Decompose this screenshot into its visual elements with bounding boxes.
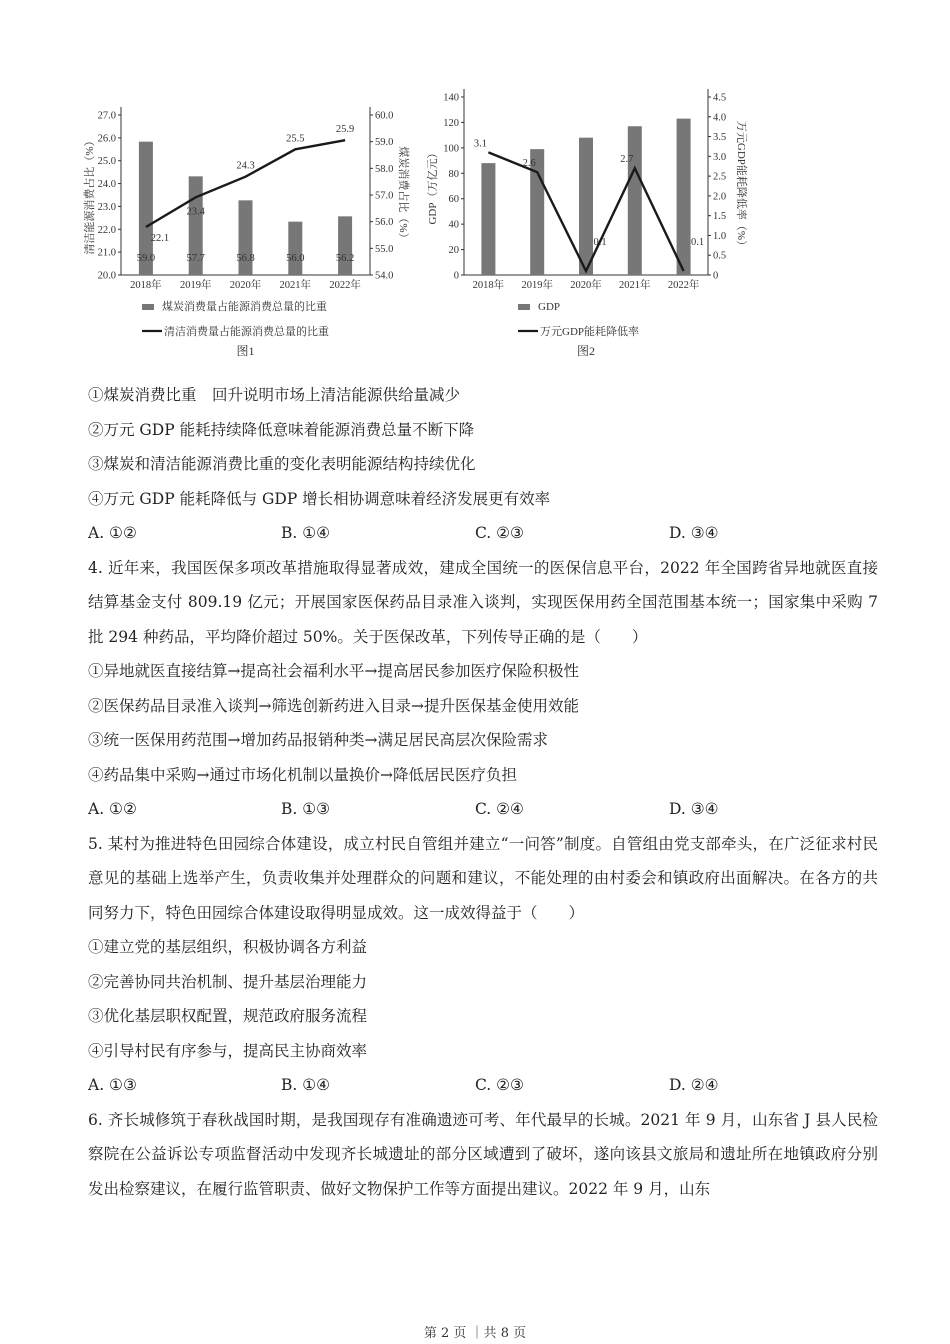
left-tick-label: 20 (448, 245, 459, 257)
q4-item-4: ④药品集中采购→通过市场化机制以量换价→降低居民医疗负担 (88, 765, 517, 784)
right-tick-label: 56.0 (375, 217, 394, 229)
x-tick-label: 2018年 (472, 280, 505, 291)
left-tick-label: 40 (448, 219, 459, 231)
right-axis-title: 煤炭消费占比（%） (397, 146, 409, 244)
x-tick-label: 2019年 (521, 280, 553, 291)
q5-item-2: ②完善协同共治机制、提升基层治理能力 (88, 972, 368, 991)
line-value-label: 0.1 (593, 237, 607, 249)
q5-options (88, 1068, 878, 1103)
q4-option-c[interactable]: C. ②④ (475, 800, 524, 818)
q4-options (88, 792, 878, 827)
q5-option-b[interactable]: B. ①④ (281, 1076, 331, 1094)
left-tick-label: 80 (448, 168, 459, 180)
right-tick-label: 60.0 (375, 110, 394, 122)
x-tick-label: 2021年 (279, 280, 312, 291)
q3-item-1: ①煤炭消费比重 回升说明市场上清洁能源供给量减少 (88, 386, 461, 404)
q4-option-d[interactable]: D. ③④ (669, 800, 719, 818)
left-tick-label: 120 (443, 117, 459, 129)
line-value-label: 2.7 (620, 154, 634, 166)
left-tick-label: 21.0 (97, 247, 116, 259)
q5-option-a[interactable]: A. ①③ (88, 1076, 137, 1094)
right-tick-label: 57.0 (375, 190, 394, 202)
x-tick-label: 2018年 (130, 280, 162, 291)
q4-option-b[interactable]: B. ①③ (281, 800, 331, 818)
q5-option-c[interactable]: C. ②③ (475, 1076, 524, 1094)
q5-item-3: ③优化基层职权配置，规范政府服务流程 (88, 1007, 368, 1025)
right-tick-label: 58.0 (375, 163, 394, 175)
bar-value-label: 56.2 (335, 253, 355, 264)
bar (677, 119, 691, 275)
left-tick-label: 23.0 (97, 201, 116, 213)
legend-bar-swatch (142, 304, 154, 310)
q3-options (88, 516, 878, 551)
q5-option-d[interactable]: D. ②④ (669, 1076, 719, 1094)
right-tick-label: 3.0 (713, 151, 727, 163)
left-tick-label: 20.0 (97, 270, 116, 282)
q3-option-d[interactable]: D. ③④ (669, 524, 719, 542)
line-value-label: 0.1 (691, 237, 705, 249)
left-tick-label: 100 (443, 143, 459, 155)
bar (335, 216, 355, 275)
q3-option-b[interactable]: B. ①④ (281, 524, 331, 542)
left-tick-label: 27.0 (97, 110, 116, 122)
x-tick-label: 2020年 (570, 280, 602, 291)
line-value-label: 25.5 (286, 133, 305, 145)
left-tick-label: 140 (443, 92, 459, 104)
x-tick-label: 2020年 (229, 280, 262, 291)
left-axis-title: GDP（万亿元） (427, 147, 439, 225)
page-footer: 第 2 页 ｜共 8 页 (423, 1326, 527, 1341)
q3-option-c[interactable]: C. ②③ (475, 524, 524, 542)
right-tick-label: 4.0 (713, 112, 727, 124)
left-tick-label: 22.0 (97, 224, 116, 236)
left-tick-label: 24.0 (97, 179, 116, 191)
right-tick-label: 0 (713, 270, 719, 282)
q4-option-a[interactable]: A. ①② (88, 800, 137, 818)
right-tick-label: 1.0 (713, 230, 727, 242)
left-tick-label: 26.0 (97, 133, 116, 145)
legend-bar-swatch (518, 304, 530, 310)
legend-bar-label: GDP (538, 301, 561, 313)
chart-figure-1 (60, 68, 409, 368)
legend-line-label: 清洁消费量占能源消费总量的比重 (164, 326, 329, 338)
legend-line-label: 万元GDP能耗降低率 (540, 326, 640, 338)
q6-stem: 6. 齐长城修筑于春秋战国时期，是我国现存有准确遗迹可考、年代最早的长城。2021 年 9 月，山东省 J 县人民检察院在公益诉讼专项监督活动中发现齐长城遗址的部分区域遭到了破坏，遂向该县文旅局和遗址所在地镇政府分别发出检察建议，在履行监管职责、做好文物保护工作等方面提出建议。2022 年 9 月，山东 (88, 1110, 878, 1198)
x-tick-label: 2022年 (329, 280, 361, 291)
line-value-label: 22.1 (150, 233, 170, 244)
right-tick-label: 55.0 (375, 243, 394, 255)
figure-caption: 图1 (236, 344, 255, 358)
right-tick-label: 0.5 (713, 250, 727, 262)
q3-item-4: ④万元 GDP 能耗降低与 GDP 增长相协调意味着经济发展更有效率 (88, 489, 551, 508)
x-tick-label: 2022年 (667, 280, 700, 291)
right-tick-label: 3.5 (713, 132, 727, 144)
q4-item-3: ③统一医保用药范围→增加药品报销种类→满足居民高层次保险需求 (88, 731, 548, 749)
q5-stem: 5. 某村为推进特色田园综合体建设，成立村民自管组并建立“一问答”制度。自管组由党支部牵头，在广泛征求村民意见的基础上选举产生，负责收集并处理群众的问题和建议，不能处理的由村委会和镇政府出面解决。在各方的共同努力下，特色田园综合体建设取得明显成效。这一成效得益于（ ） (88, 834, 878, 922)
bar-value-label: 56.8 (236, 253, 255, 264)
x-tick-label: 2021年 (619, 280, 651, 291)
bar-value-label: 57.7 (186, 253, 205, 264)
bar (628, 126, 642, 275)
chart-figure-2 (390, 68, 760, 368)
right-tick-label: 2.0 (713, 191, 727, 203)
q5-item-4: ④引导村民有序参与，提高民主协商效率 (88, 1041, 368, 1060)
q3-item-3: ③煤炭和清洁能源消费比重的变化表明能源结构持续优化 (88, 455, 476, 473)
right-tick-label: 2.5 (713, 171, 727, 183)
line-value-label: 23.4 (186, 206, 205, 218)
right-tick-label: 4.5 (713, 92, 727, 104)
x-tick-label: 2019年 (179, 280, 212, 291)
bar (579, 138, 593, 275)
q5-item-1: ①建立党的基层组织，积极协调各方利益 (88, 938, 368, 956)
figure-caption: 图2 (576, 344, 596, 358)
q4-stem: 4. 近年来，我国医保多项改革措施取得显著成效，建成全国统一的医保信息平台，2022 年全国跨省异地就医直接结算基金支付 809.19 亿元；开展国家医保药品目录准入谈判，实现医保用药全国范围基本统一；国家集中采购 7 批 294 种药品，平均降价超过 50%。关于医保改革，下列传导正确的是（ ） (88, 558, 878, 646)
right-tick-label: 1.5 (713, 211, 727, 223)
line-value-label: 25.9 (335, 124, 355, 136)
legend-bar-label: 煤炭消费量占能源消费总量的比重 (162, 301, 327, 313)
right-tick-label: 59.0 (375, 137, 394, 149)
left-tick-label: 0 (453, 270, 459, 282)
q3-item-2: ②万元 GDP 能耗持续降低意味着能源消费总量不断下降 (88, 420, 475, 439)
bar-value-label: 56.0 (286, 253, 305, 264)
figures-area (60, 68, 760, 368)
line-value-label: 24.3 (236, 160, 255, 172)
bar (286, 222, 305, 275)
q4-item-1: ①异地就医直接结算→提高社会福利水平→提高居民参加医疗保险积极性 (88, 662, 579, 680)
line-value-label: 2.6 (522, 158, 536, 170)
bar-value-label: 59.0 (136, 253, 156, 264)
question-content (88, 378, 878, 1206)
left-tick-label: 25.0 (97, 156, 116, 168)
line-value-label: 3.1 (473, 138, 487, 150)
q4-item-2: ②医保药品目录准入谈判→筛选创新药进入目录→提升医保基金使用效能 (88, 696, 579, 715)
right-tick-label: 54.0 (375, 270, 394, 282)
bar (481, 163, 495, 275)
left-tick-label: 60 (448, 194, 459, 206)
right-axis-title: 万元GDP能耗降低率（%） (735, 120, 747, 252)
q3-option-a[interactable]: A. ①② (88, 524, 137, 542)
left-axis-title: 清洁能源消费占比（%） (84, 135, 96, 255)
